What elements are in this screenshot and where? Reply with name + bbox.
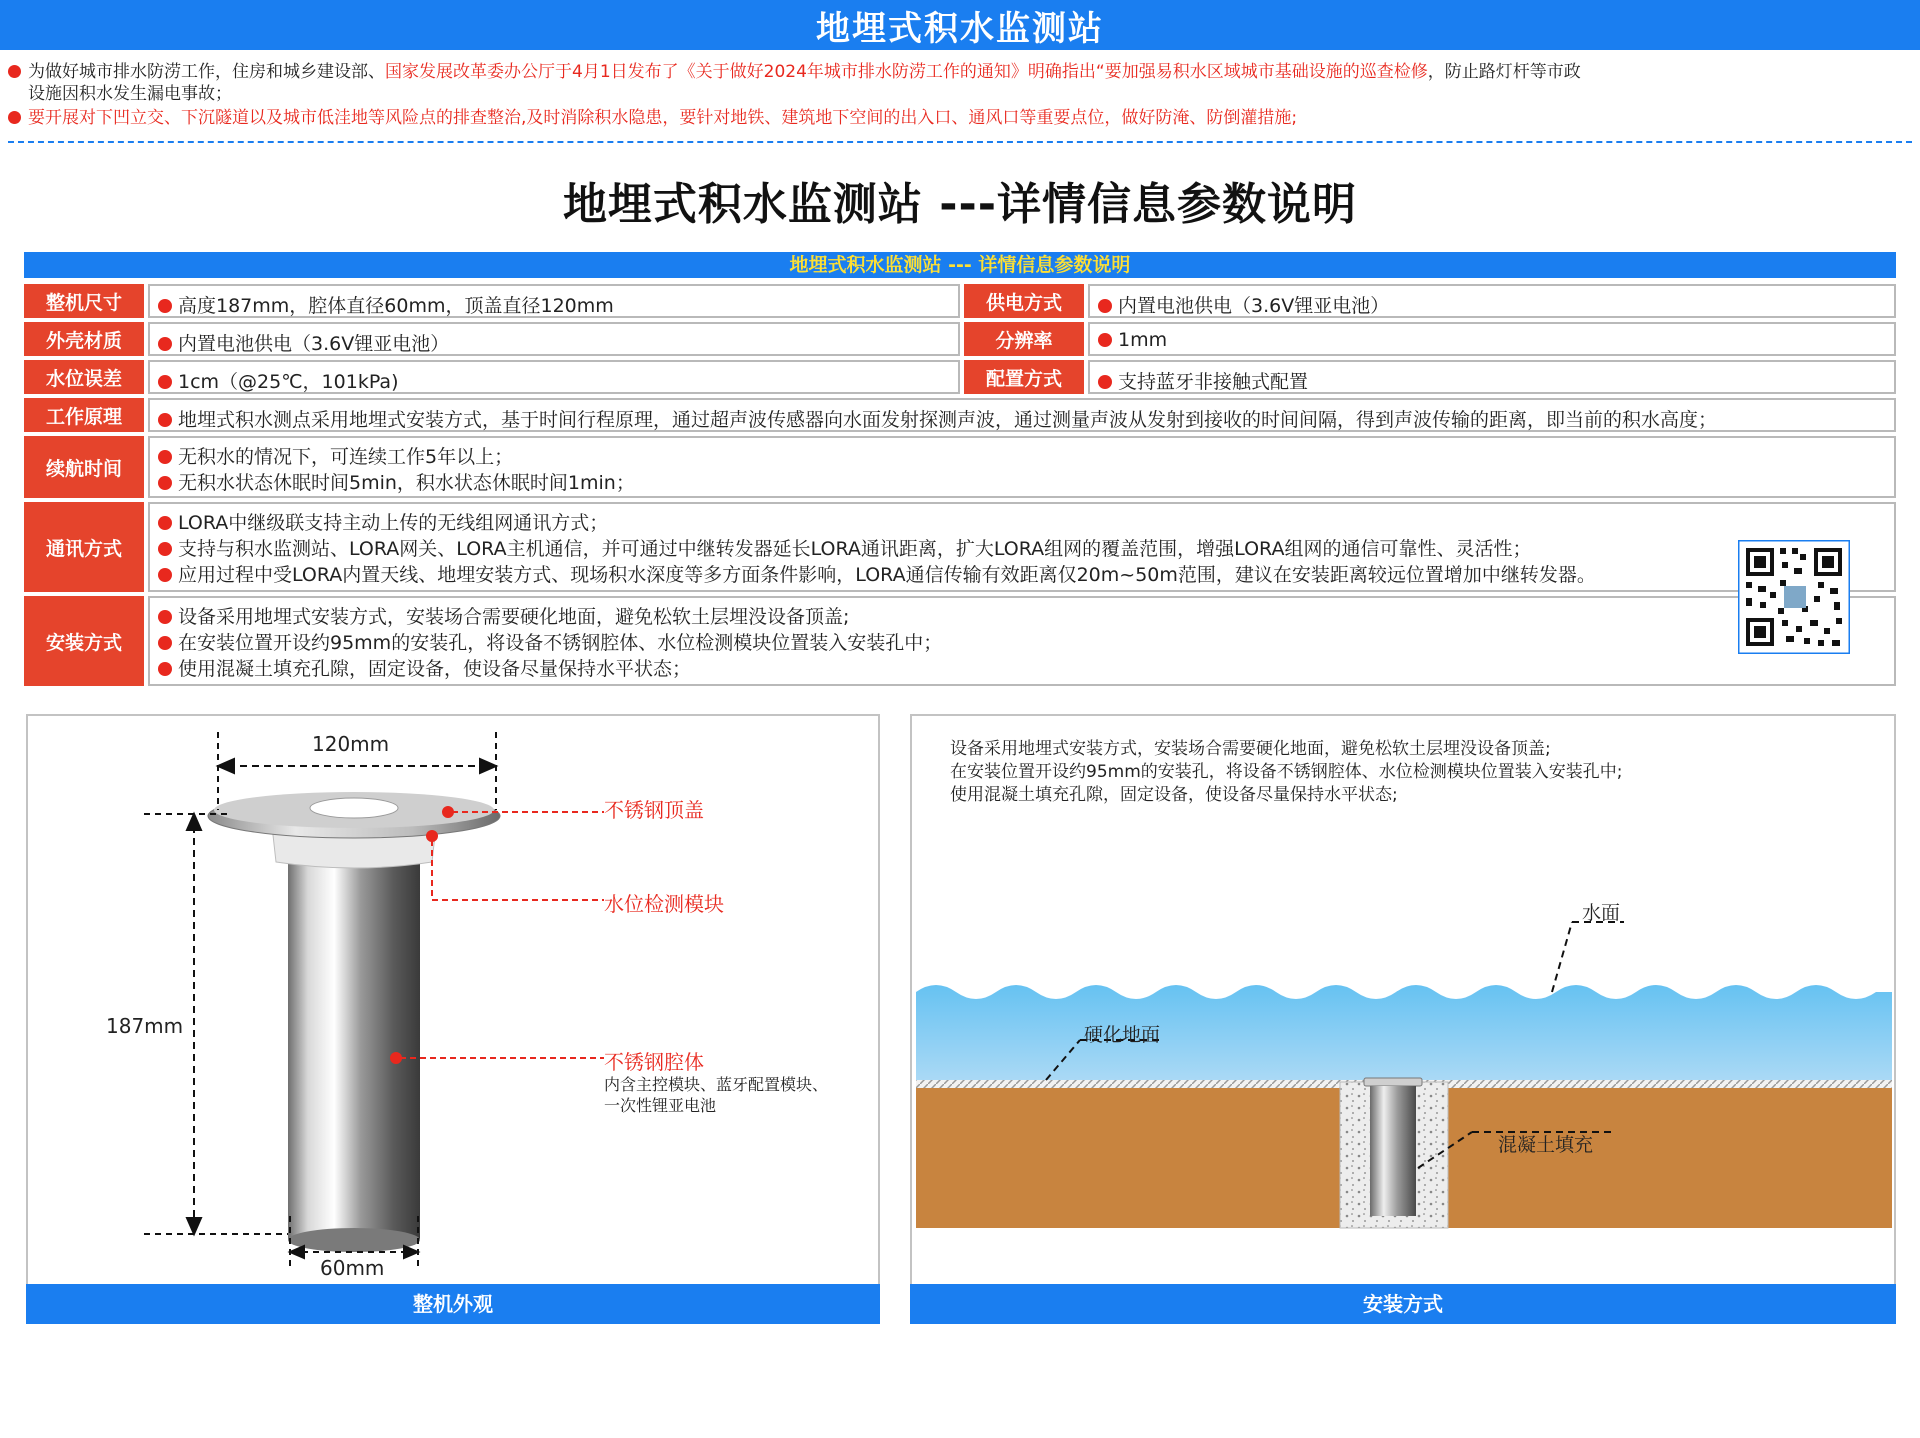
label-comm (24, 502, 144, 592)
table-header: 地埋式积水监测站 --- 详情信息参数说明 (24, 252, 1896, 278)
label-stainless-body: 不锈钢腔体 (604, 1050, 704, 1074)
label-error-text: 水位误差 (45, 367, 122, 390)
value-config (1088, 360, 1896, 394)
label-resolution-text: 分辨率 (995, 329, 1053, 352)
label-resolution (964, 322, 1084, 356)
label-size (24, 284, 144, 318)
label-material (24, 322, 144, 356)
dim-bottom-label: 60mm (320, 1256, 385, 1280)
bullet-dot (158, 568, 172, 582)
notice-text-cont: 设施因积水发生漏电事故； (28, 84, 232, 104)
bullet-dot (158, 299, 172, 313)
label-principle-text: 工作原理 (45, 405, 122, 428)
value-endurance (148, 436, 1896, 498)
value-size-text: 高度187mm，腔体直径60mm，顶盖直径120mm (178, 295, 614, 317)
notice-line-3 (8, 106, 1297, 130)
dashed-divider (8, 141, 1912, 143)
label-error (24, 360, 144, 394)
install-line-2: 在安装位置开设约95mm的安装孔，将设备不锈钢腔体、水位检测模块位置装入安装孔中； (178, 632, 943, 654)
label-endurance (24, 436, 144, 498)
value-error-text: 1cm（@25℃，101kPa) (178, 371, 399, 393)
label-install (24, 596, 144, 686)
value-resolution (1088, 322, 1896, 356)
label-hard-ground: 硬化地面 (1084, 1024, 1161, 1046)
body-note-1: 内含主控模块、蓝牙配置模块、 (604, 1075, 829, 1094)
bullet-dot (158, 450, 172, 464)
notice-text-black: 为做好城市排水防涝工作，住房和城乡建设部、 (28, 62, 385, 82)
value-material-text: 内置电池供电（3.6V锂亚电池） (178, 333, 450, 355)
value-principle-text: 地埋式积水测点采用地埋式安装方式，基于时间行程原理，通过超声波传感器向水面发射探测声波，通过测量声波从发射到接收的时间间隔，得到声波传输的距离，即当前的积水高度； (178, 409, 1718, 431)
label-principle (24, 398, 144, 432)
label-water-surface: 水面 (1582, 902, 1621, 924)
notice-text-red-2: 要开展对下凹立交、下沉隧道以及城市低洼地等风险点的排查整治,及时消除积水隐患，要针对地铁、建筑地下空间的出入口、通风口等重要点位，做好防淹、防倒灌措施; (28, 108, 1298, 128)
label-concrete-fill: 混凝土填充 (1498, 1134, 1594, 1156)
label-config (964, 360, 1084, 394)
value-principle (148, 398, 1896, 432)
install-line-3: 使用混凝土填充孔隙，固定设备，使设备尽量保持水平状态； (178, 658, 692, 680)
bullet-dot (158, 375, 172, 389)
bullet-dot (1098, 333, 1112, 347)
endurance-line-1: 无积水的情况下，可连续工作5年以上； (178, 446, 514, 468)
notice-line-1 (8, 60, 1581, 84)
bullet-dot (1098, 375, 1112, 389)
bullet-dot (8, 111, 21, 124)
install-text-line-3: 使用混凝土填充孔隙，固定设备，使设备尽量保持水平状态; (950, 785, 1398, 805)
bullet-dot (158, 413, 172, 427)
value-config-text: 支持蓝牙非接触式配置 (1118, 371, 1309, 393)
device-illustration (28, 716, 878, 1282)
label-power-text: 供电方式 (985, 291, 1062, 314)
comm-line-1: LORA中继级联支持主动上传的无线组网通讯方式； (178, 512, 609, 534)
panel-footer-installation: 安装方式 (910, 1284, 1896, 1324)
installation-diagram (912, 900, 1894, 1284)
label-water-module: 水位检测模块 (604, 892, 724, 916)
label-stainless-cap: 不锈钢顶盖 (604, 798, 704, 822)
dim-top-label: 120mm (312, 732, 390, 756)
install-text-line-2: 在安装位置开设约95mm的安装孔，将设备不锈钢腔体、水位检测模块位置装入安装孔中; (950, 762, 1623, 782)
comm-line-3: 应用过程中受LORA内置天线、地埋安装方式、现场积水深度等多方面条件影响，LORA通信传输有效距离仅20m~50m范围，建议在安装距离较远位置增加中继转发器。 (178, 564, 1596, 586)
panel-footer-appearance: 整机外观 (26, 1284, 880, 1324)
bullet-dot (8, 65, 21, 78)
install-line-1: 设备采用地埋式安装方式，安装场合需要硬化地面，避免松软土层埋没设备顶盖; (178, 606, 850, 628)
label-material-text: 外壳材质 (45, 329, 122, 352)
bullet-dot (158, 337, 172, 351)
value-comm (148, 502, 1896, 592)
body-note-2: 一次性锂亚电池 (604, 1096, 717, 1115)
endurance-line-2: 无积水状态休眠时间5min，积水状态休眠时间1min； (178, 472, 635, 494)
label-power (964, 284, 1084, 318)
notice-line-2 (28, 82, 232, 106)
value-size (148, 284, 960, 318)
value-error (148, 360, 960, 394)
label-size-text: 整机尺寸 (45, 291, 122, 314)
comm-line-2: 支持与积水监测站、LORA网关、LORA主机通信，并可通过中继转发器延长LORA通讯距离，扩大LORA组网的覆盖范围，增强LORA组网的通信可靠性、灵活性； (178, 538, 1532, 560)
qr-code-icon (1738, 540, 1850, 654)
install-text-line-1: 设备采用地埋式安装方式，安装场合需要硬化地面，避免松软土层埋没设备顶盖; (950, 739, 1551, 759)
value-resolution-text: 1mm (1118, 329, 1168, 351)
bullet-dot (158, 542, 172, 556)
value-install (148, 596, 1896, 686)
label-install-text: 安装方式 (45, 631, 122, 654)
page-header-title: 地埋式积水监测站 (816, 8, 1104, 49)
bullet-dot (158, 476, 172, 490)
label-comm-text: 通讯方式 (45, 537, 122, 560)
value-power (1088, 284, 1896, 318)
notice-text-tail: ，防止路灯杆等市政 (1427, 62, 1581, 82)
label-endurance-text: 续航时间 (45, 457, 122, 480)
label-config-text: 配置方式 (985, 367, 1062, 390)
bullet-dot (158, 610, 172, 624)
notice-text-red: 国家发展改革委办公厅于4月1日发布了《关于做好2024年城市排水防涝工作的通知》明确指出“要加强易积水区域城市基础设施的巡查检修 (385, 62, 1428, 82)
bullet-dot (158, 662, 172, 676)
main-title: 地埋式积水监测站 ---详情信息参数说明 (562, 179, 1358, 230)
value-power-text: 内置电池供电（3.6V锂亚电池） (1118, 295, 1390, 317)
bullet-dot (158, 636, 172, 650)
top-title-bar (0, 0, 1920, 50)
value-material (148, 322, 960, 356)
dim-height-label: 187mm (106, 1014, 184, 1038)
bullet-dot (158, 516, 172, 530)
bullet-dot (1098, 299, 1112, 313)
